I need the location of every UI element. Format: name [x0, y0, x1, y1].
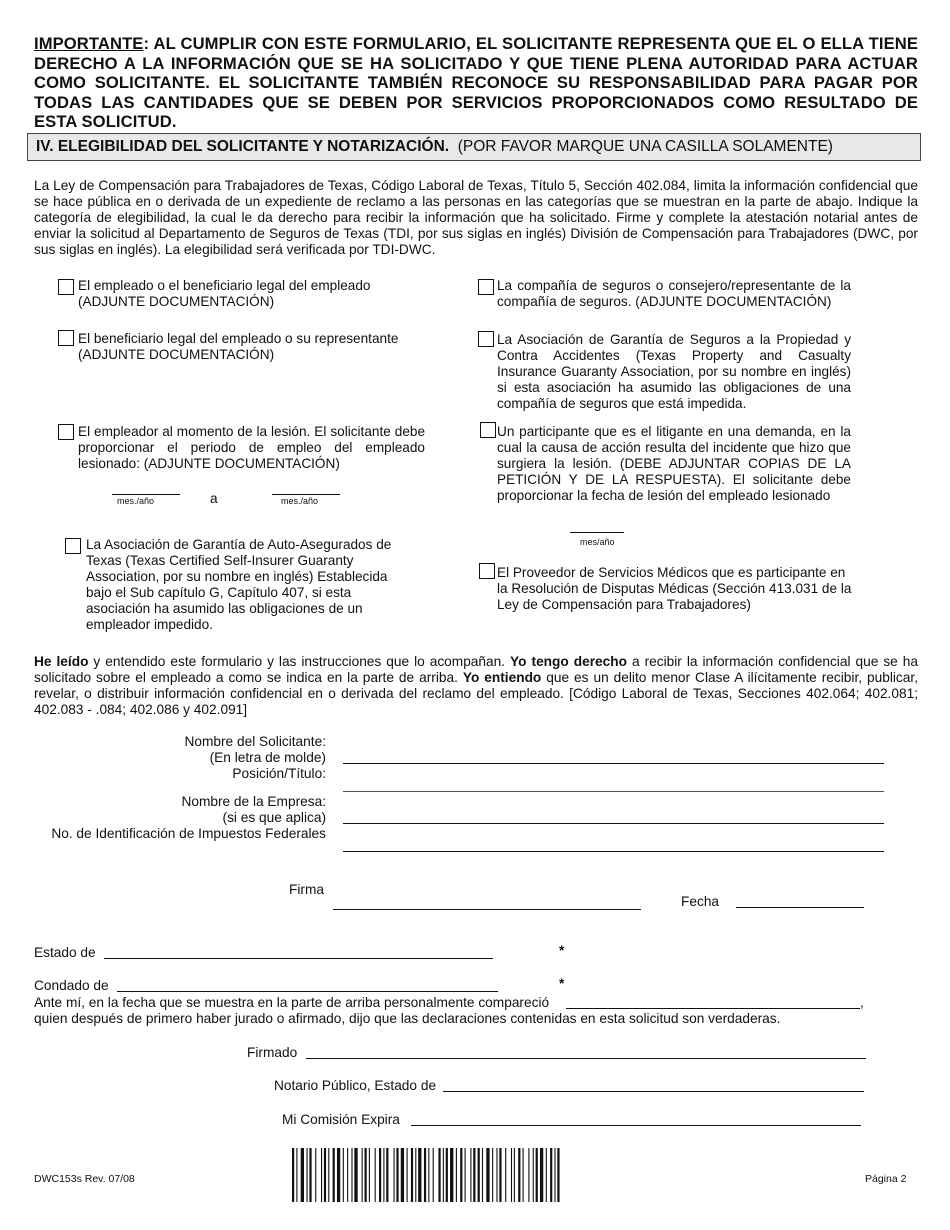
barcode-bar [401, 1148, 404, 1202]
barcode-bar [324, 1148, 326, 1202]
barcode-bar [396, 1148, 398, 1202]
section-header [27, 133, 921, 161]
acknowledgement-paragraph [34, 654, 918, 718]
barcode-bar [446, 1148, 448, 1202]
injury-date-label: mes/año [580, 537, 615, 547]
notary-line[interactable] [443, 1091, 864, 1092]
barcode-bar [536, 1148, 538, 1202]
ack-bold-2: Yo tengo derecho [510, 654, 627, 669]
barcode-bar [433, 1148, 434, 1202]
barcode-bar [418, 1148, 421, 1202]
barcode-bar [365, 1148, 367, 1202]
barcode-bar [296, 1148, 297, 1202]
barcode-bar [424, 1148, 426, 1202]
appeared-comma: , [860, 995, 864, 1010]
barcode-bar [438, 1148, 440, 1202]
form-id: DWC153s Rev. 07/08 [34, 1173, 135, 1185]
signed-label: Firmado [247, 1045, 298, 1060]
option-guaranty: La Asociación de Garantía de Seguros a la Propiedad y Contra Accidentes (Texas Property and Casualty Insurance Guaranty Association, por su nombre en inglés) si esta asociación ha asumido las obligaciones de una compañía de seguros que está impedida. [497, 332, 851, 411]
applicant-print-label: (En letra de molde) [209, 750, 326, 765]
company-labels [30, 794, 326, 842]
barcode-bar [443, 1148, 444, 1202]
company-if-applies-label: (si es que aplica) [222, 810, 326, 825]
barcode-bar [460, 1148, 462, 1202]
ack-text-2: a recibir la información confidencial que se ha solicitado sobre el empleado a como se indica en la parte de arriba. [34, 654, 918, 685]
barcode-bar [533, 1148, 534, 1202]
barcode-bar [514, 1148, 515, 1202]
company-name-line[interactable] [343, 823, 884, 824]
important-text: : AL CUMPLIR CON ESTE FORMULARIO, EL SOLICITANTE REPRESENTA QUE EL O ELLA TIENE DERECHO A LA INFORMACIÓN QUE SE HA SOLICITADO Y QUE TIENE PLENA AUTORIDAD PARA ACTUAR COMO SOLICITANTE. EL SOLICITANTE TAMBIÉN RECONOCE SU RESPONSABILIDAD PARA PAGAR POR TODAS LAS CANTIDADES QUE SE DEBEN POR SERVICIOS PROPORCIONADOS COMO RESULTADO DE ESTA SOLICITUD. [34, 34, 918, 132]
barcode-bar [496, 1148, 497, 1202]
barcode-bar [383, 1148, 384, 1202]
signature-line[interactable] [333, 909, 641, 910]
barcode-bar [478, 1148, 480, 1202]
barcode-bar [518, 1148, 520, 1202]
checkbox-guaranty[interactable] [478, 331, 494, 347]
barcode [292, 1148, 670, 1202]
company-name-label: Nombre de la Empresa: [181, 794, 326, 809]
barcode-bar [554, 1148, 555, 1202]
applicant-name-label: Nombre del Solicitante: [184, 734, 326, 749]
important-label: IMPORTANTE [34, 34, 144, 53]
injury-date-line[interactable] [570, 532, 624, 533]
barcode-bar [505, 1148, 506, 1202]
section-note: (POR FAVOR MARQUE UNA CASILLA SOLAMENTE) [457, 138, 833, 155]
barcode-bar [362, 1148, 363, 1202]
state-label: Estado de [34, 945, 96, 960]
option-self-insurer: La Asociación de Garantía de Auto-Asegurados de Texas (Texas Certified Self-Insurer Guaranty Association, por su nombre en inglés) Establecida bajo el Sub capítulo G, Capítulo 407, si esta asociación ha asumido las obligaciones de un empleador impedido. [86, 537, 392, 632]
barcode-bar [492, 1148, 493, 1202]
checkbox-self-insurer[interactable] [65, 538, 81, 554]
barcode-bar [379, 1148, 381, 1202]
checkbox-provider[interactable] [479, 563, 495, 579]
barcode-bar [309, 1148, 311, 1202]
intro-paragraph: La Ley de Compensación para Trabajadores de Texas, Código Laboral de Texas, Título 5, Sección 402.084, limita la información confidencial que se hace pública en o derivada de un expediente de reclamo a las personas en las categorías que se muestran en la parte de abajo. Indique la categoría de elegibilidad, la cual le da derecho para recibir la información que ha solicitado. Firme y complete la atestación notarial antes de enviar la solicitud al Departamento de Seguros de Texas (TDI, por sus siglas en inglés) División de Compensación para Trabajadores (DWC, por sus siglas en inglés). La elegibilidad será verificada por TDI-DWC. [34, 178, 918, 257]
barcode-bar [407, 1148, 408, 1202]
date-line[interactable] [736, 907, 864, 908]
barcode-bar [343, 1148, 344, 1202]
barcode-bar [465, 1148, 466, 1202]
section-title: IV. ELEGIBILIDAD DEL SOLICITANTE Y NOTARIZACIÓN. [36, 138, 450, 155]
barcode-bar [415, 1148, 416, 1202]
barcode-bar [292, 1148, 294, 1202]
date-range-connector: a [210, 491, 218, 506]
barcode-bar [523, 1148, 524, 1202]
ack-bold-3: Yo entiendo [462, 670, 542, 685]
tax-id-line[interactable] [343, 851, 884, 852]
ack-text-3: que es un delito menor Clase A ilícitamente recibir, publicar, revelar, o distribuir información confidencial en o derivada del reclamo del empleado. [Código Laboral de Texas, Secciones 402.064; 402.081; 402.083 - .084; 402.086 y 402.091] [34, 670, 918, 717]
sworn-text: quien después de primero haber jurado o afirmado, dijo que las declaraciones contenidas en esta solicitud son verdaderas. [34, 1011, 781, 1026]
option-litigant: Un participante que es el litigante en una demanda, en la cual la causa de acción resulta del incidente que hizo que surgiera la lesión. (DEBE ADJUNTAR COPIAS DE LA PETICIÓN Y DE LA RESPUESTA). El solicitante debe proporcionar la fecha de lesión del empleado lesionado [497, 424, 851, 503]
checkbox-litigant[interactable] [480, 422, 496, 438]
signature-label: Firma [289, 882, 324, 897]
barcode-bar [473, 1148, 475, 1202]
option-insurance: La compañía de seguros o consejero/representante de la compañía de seguros. (ADJUNTE DOCUMENTACIÓN) [497, 278, 851, 309]
employment-from-line[interactable] [112, 494, 180, 495]
date-label: Fecha [681, 894, 720, 909]
applicant-position-line[interactable] [343, 791, 884, 792]
barcode-bar [351, 1148, 352, 1202]
option-employee: El empleado o el beneficiario legal del empleado (ADJUNTE DOCUMENTACIÓN) [78, 278, 371, 309]
barcode-bar [511, 1148, 512, 1202]
option-beneficiary: El beneficiario legal del empleado o su representante (ADJUNTE DOCUMENTACIÓN) [78, 331, 399, 362]
employment-to-line[interactable] [272, 494, 340, 495]
barcode-bar [337, 1148, 340, 1202]
barcode-bar [557, 1148, 559, 1202]
applicant-position-label: Posición/Título: [232, 766, 326, 781]
applicant-labels [30, 734, 326, 782]
important-notice [34, 34, 918, 132]
barcode-bar [394, 1148, 395, 1202]
applicant-name-line[interactable] [343, 763, 884, 764]
barcode-bar [301, 1148, 304, 1202]
checkbox-employee[interactable] [58, 279, 74, 295]
barcode-bar [428, 1148, 429, 1202]
county-asterisk: * [559, 976, 565, 991]
checkbox-employer[interactable] [58, 424, 74, 440]
notary-label: Notario Público, Estado de [274, 1078, 437, 1093]
option-employer: El empleador al momento de la lesión. El solicitante debe proporcionar el periodo de empleo del empleado lesionado: (ADJUNTE DOCUMENTACIÓN) [78, 424, 425, 471]
barcode-bar [482, 1148, 483, 1202]
barcode-bar [450, 1148, 453, 1202]
barcode-bar [411, 1148, 413, 1202]
barcode-bar [347, 1148, 348, 1202]
barcode-bar [470, 1148, 471, 1202]
county-line[interactable] [117, 991, 498, 992]
barcode-bar [321, 1148, 322, 1202]
barcode-bar [333, 1148, 335, 1202]
checkbox-insurance[interactable] [478, 279, 494, 295]
barcode-bar [386, 1148, 388, 1202]
barcode-bar [328, 1148, 329, 1202]
employment-from-label: mes./año [117, 496, 155, 506]
tax-id-label: No. de Identificación de Impuestos Federales [51, 826, 326, 841]
barcode-bar [540, 1148, 543, 1202]
employment-to-label: mes./año [281, 496, 319, 506]
option-provider: El Proveedor de Servicios Médicos que es participante en la Resolución de Disputas Médicas (Sección 413.031 de la Ley de Compensación para Trabajadores) [497, 565, 852, 612]
county-label: Condado de [34, 978, 109, 993]
barcode-bar [354, 1148, 357, 1202]
barcode-bar [499, 1148, 501, 1202]
state-line[interactable] [104, 958, 493, 959]
commission-label: Mi Comisión Expira [282, 1112, 400, 1127]
barcode-bar [375, 1148, 376, 1202]
barcode-bar [550, 1148, 552, 1202]
ack-bold-1: He leído [34, 654, 89, 669]
barcode-bar [369, 1148, 370, 1202]
barcode-bar [456, 1148, 457, 1202]
checkbox-beneficiary[interactable] [58, 330, 74, 346]
page-number: Página 2 [865, 1173, 907, 1185]
ack-text-1: y entendido este formulario y las instrucciones que lo acompañan. [88, 654, 511, 669]
barcode-bar [307, 1148, 308, 1202]
barcode-bar [486, 1148, 489, 1202]
commission-line[interactable] [411, 1125, 861, 1126]
barcode-bar [528, 1148, 529, 1202]
barcode-bar [546, 1148, 547, 1202]
barcode-bar [315, 1148, 316, 1202]
state-asterisk: * [559, 943, 565, 958]
appeared-text: Ante mí, en la fecha que se muestra en la parte de arriba personalmente compareció [34, 995, 550, 1010]
appeared-name-line[interactable] [566, 1008, 860, 1009]
signed-line[interactable] [306, 1058, 866, 1059]
